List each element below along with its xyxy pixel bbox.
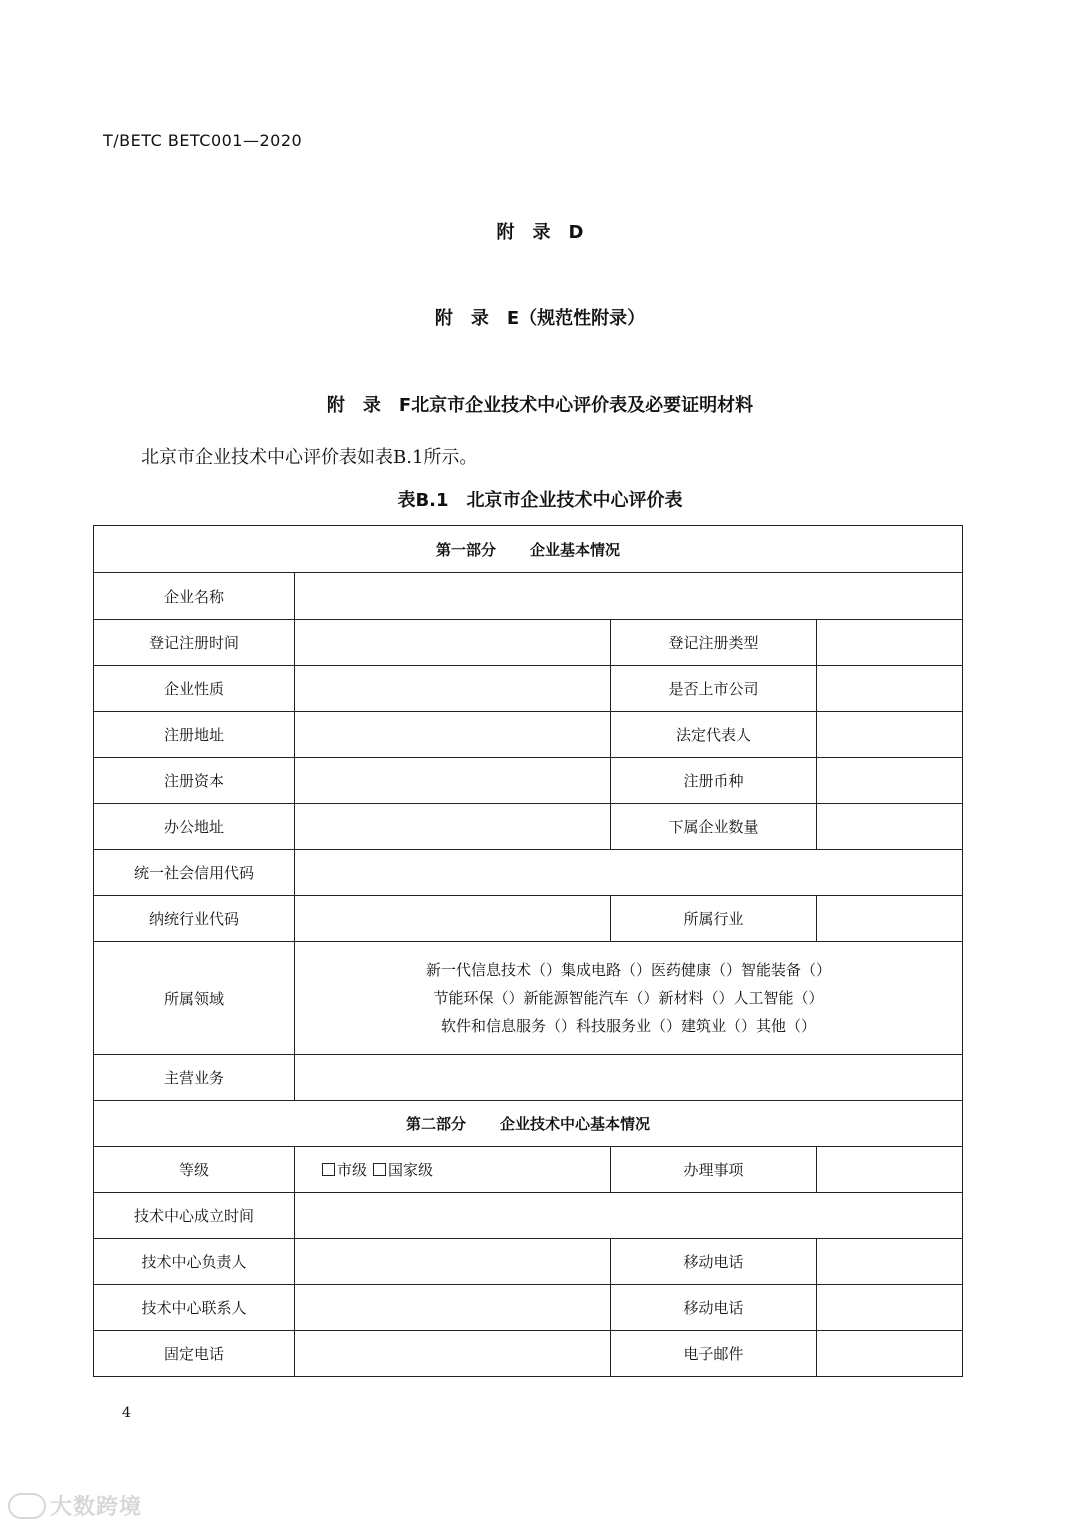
value-company-name[interactable] <box>295 573 963 620</box>
domain-line-3[interactable]: 软件和信息服务（）科技服务业（）建筑业（）其他（） <box>441 1017 817 1035</box>
table-row <box>94 1239 963 1285</box>
label-matter: 办理事项 <box>611 1147 817 1193</box>
section-one-title: 企业基本情况 <box>530 540 621 559</box>
label-subsidiaries: 下属企业数量 <box>611 804 817 850</box>
value-office-address[interactable] <box>295 804 611 850</box>
section-two-part: 第二部分 <box>406 1115 467 1133</box>
value-subsidiaries[interactable] <box>817 804 963 850</box>
watermark-text: 大数跨境 <box>50 1495 143 1520</box>
value-credit-code[interactable] <box>295 850 963 896</box>
checkbox-national-level[interactable] <box>373 1163 386 1176</box>
label-contact: 技术中心联系人 <box>94 1285 295 1331</box>
value-mobile-1[interactable] <box>817 1239 963 1285</box>
label-email: 电子邮件 <box>611 1331 817 1377</box>
value-reg-type[interactable] <box>817 620 963 666</box>
value-email[interactable] <box>817 1331 963 1377</box>
section-two-title: 企业技术中心基本情况 <box>500 1115 651 1133</box>
appendix-e-heading: 附 录 E（规范性附录） <box>434 308 646 329</box>
value-currency[interactable] <box>817 758 963 804</box>
label-currency: 注册币种 <box>611 758 817 804</box>
value-legal-rep[interactable] <box>817 712 963 758</box>
table-row <box>94 1055 963 1101</box>
label-reg-type: 登记注册类型 <box>611 620 817 666</box>
value-reg-time[interactable] <box>295 620 611 666</box>
label-office-address: 办公地址 <box>94 804 295 850</box>
value-reg-address[interactable] <box>295 712 611 758</box>
label-reg-capital: 注册资本 <box>94 758 295 804</box>
label-listed: 是否上市公司 <box>611 666 817 712</box>
label-legal-rep: 法定代表人 <box>611 712 817 758</box>
value-industry[interactable] <box>817 896 963 942</box>
table-row <box>94 573 963 620</box>
table-row <box>94 620 963 666</box>
label-nature: 企业性质 <box>94 666 295 712</box>
section-one-header <box>94 526 963 573</box>
evaluation-table <box>93 525 963 1377</box>
label-company-name: 企业名称 <box>94 573 295 620</box>
value-tax-industry-code[interactable] <box>295 896 611 942</box>
value-reg-capital[interactable] <box>295 758 611 804</box>
watermark <box>8 1490 142 1521</box>
table-row <box>94 758 963 804</box>
table-row <box>94 1331 963 1377</box>
value-nature[interactable] <box>295 666 611 712</box>
domain-line-1[interactable]: 新一代信息技术（）集成电路（）医药健康（）智能装备（） <box>426 961 832 979</box>
watermark-logo-icon <box>8 1493 46 1519</box>
intro-paragraph: 北京市企业技术中心评价表如表B.1所示。 <box>141 447 478 468</box>
value-head[interactable] <box>295 1239 611 1285</box>
table-row <box>94 712 963 758</box>
table-row <box>94 804 963 850</box>
table-row <box>94 896 963 942</box>
option-city-level: 市级 <box>337 1161 368 1179</box>
label-reg-time: 登记注册时间 <box>94 620 295 666</box>
appendix-d-heading: 附 录 D <box>496 222 584 243</box>
label-reg-address: 注册地址 <box>94 712 295 758</box>
section-one-part: 第一部分 <box>436 540 497 559</box>
domain-line-2[interactable]: 节能环保（）新能源智能汽车（）新材料（）人工智能（） <box>433 989 824 1007</box>
page-number: 4 <box>122 1405 131 1421</box>
standard-code: T/BETC BETC001—2020 <box>103 131 303 150</box>
value-established[interactable] <box>295 1193 963 1239</box>
table-row <box>94 1193 963 1239</box>
table-row <box>94 666 963 712</box>
value-main-business[interactable] <box>295 1055 963 1101</box>
label-credit-code: 统一社会信用代码 <box>94 850 295 896</box>
value-contact[interactable] <box>295 1285 611 1331</box>
table-row <box>94 850 963 896</box>
value-listed[interactable] <box>817 666 963 712</box>
label-mobile-2: 移动电话 <box>611 1285 817 1331</box>
value-landline[interactable] <box>295 1331 611 1377</box>
label-main-business: 主营业务 <box>94 1055 295 1101</box>
label-tax-industry-code: 纳统行业代码 <box>94 896 295 942</box>
label-established: 技术中心成立时间 <box>94 1193 295 1239</box>
value-matter[interactable] <box>817 1147 963 1193</box>
label-level: 等级 <box>94 1147 295 1193</box>
appendix-f-heading: 附 录 F北京市企业技术中心评价表及必要证明材料 <box>326 395 754 416</box>
option-national-level: 国家级 <box>388 1161 434 1179</box>
table-row <box>94 942 963 1055</box>
label-landline: 固定电话 <box>94 1331 295 1377</box>
label-domain: 所属领域 <box>94 942 295 1055</box>
checkbox-city-level[interactable] <box>322 1163 335 1176</box>
label-industry: 所属行业 <box>611 896 817 942</box>
table-row <box>94 1147 963 1193</box>
table-row <box>94 1285 963 1331</box>
section-two-header <box>94 1101 963 1147</box>
level-options <box>295 1147 611 1193</box>
domain-options <box>295 942 963 1055</box>
table-title: 表B.1 北京市企业技术中心评价表 <box>397 490 683 511</box>
label-mobile-1: 移动电话 <box>611 1239 817 1285</box>
label-head: 技术中心负责人 <box>94 1239 295 1285</box>
value-mobile-2[interactable] <box>817 1285 963 1331</box>
